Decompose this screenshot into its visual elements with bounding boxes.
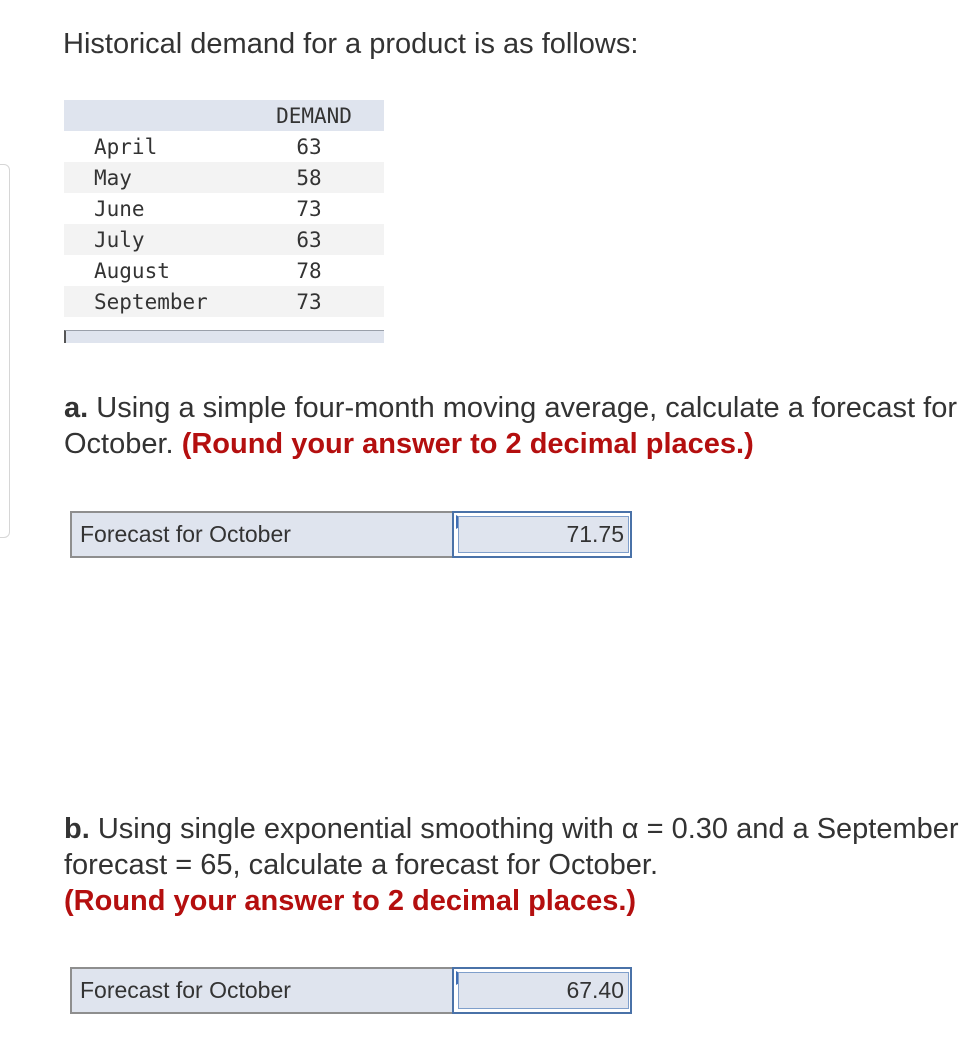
- month-cell: September: [64, 286, 244, 317]
- answer-a-label: Forecast for October: [70, 511, 463, 558]
- intro-text: Historical demand for a product is as follows:: [63, 28, 639, 60]
- answer-row-b: [70, 967, 632, 1014]
- month-cell: June: [94, 196, 145, 221]
- forecast-october-b-input[interactable]: [458, 972, 629, 1009]
- answer-b-label: Forecast for October: [70, 967, 463, 1014]
- table-header-row: [64, 100, 384, 131]
- table-row: [64, 193, 384, 224]
- answer-b-cell[interactable]: [452, 967, 632, 1014]
- question-b-label: b.: [64, 813, 90, 845]
- answer-a-cell[interactable]: [452, 511, 632, 558]
- month-column-header: [64, 100, 244, 131]
- question-a-hint: (Round your answer to 2 decimal places.): [181, 428, 754, 460]
- demand-cell: 58: [244, 162, 384, 193]
- table-row: [64, 162, 384, 193]
- demand-cell: 73: [244, 286, 384, 317]
- side-panel-frame: [0, 164, 10, 538]
- question-b: [64, 811, 964, 919]
- question-a: [64, 390, 964, 462]
- demand-cell: 63: [244, 224, 384, 255]
- question-b-hint: (Round your answer to 2 decimal places.): [64, 885, 637, 917]
- answer-row-a: [70, 511, 632, 558]
- month-cell: May: [64, 162, 244, 193]
- table-row: [64, 224, 384, 255]
- table-footer-bar: [64, 330, 384, 343]
- forecast-october-a-input[interactable]: [458, 516, 629, 553]
- demand-table: [64, 100, 384, 317]
- demand-cell: 78: [296, 258, 322, 283]
- month-cell: August: [94, 258, 170, 283]
- table-row: [64, 255, 384, 286]
- demand-cell: 63: [296, 134, 322, 159]
- table-row: [64, 286, 384, 317]
- demand-column-header: DEMAND: [244, 100, 384, 131]
- table-row: [64, 131, 384, 162]
- month-cell: April: [94, 134, 158, 159]
- question-a-label: a.: [64, 392, 89, 424]
- demand-cell: 73: [296, 196, 322, 221]
- question-a-text: Using a simple four-month moving average, calculate a forecast for October.: [64, 392, 957, 460]
- month-cell: July: [64, 224, 244, 255]
- question-b-text: Using single exponential smoothing with α = 0.30 and a September forecast = 65, calculate a forecast for October.: [64, 813, 959, 881]
